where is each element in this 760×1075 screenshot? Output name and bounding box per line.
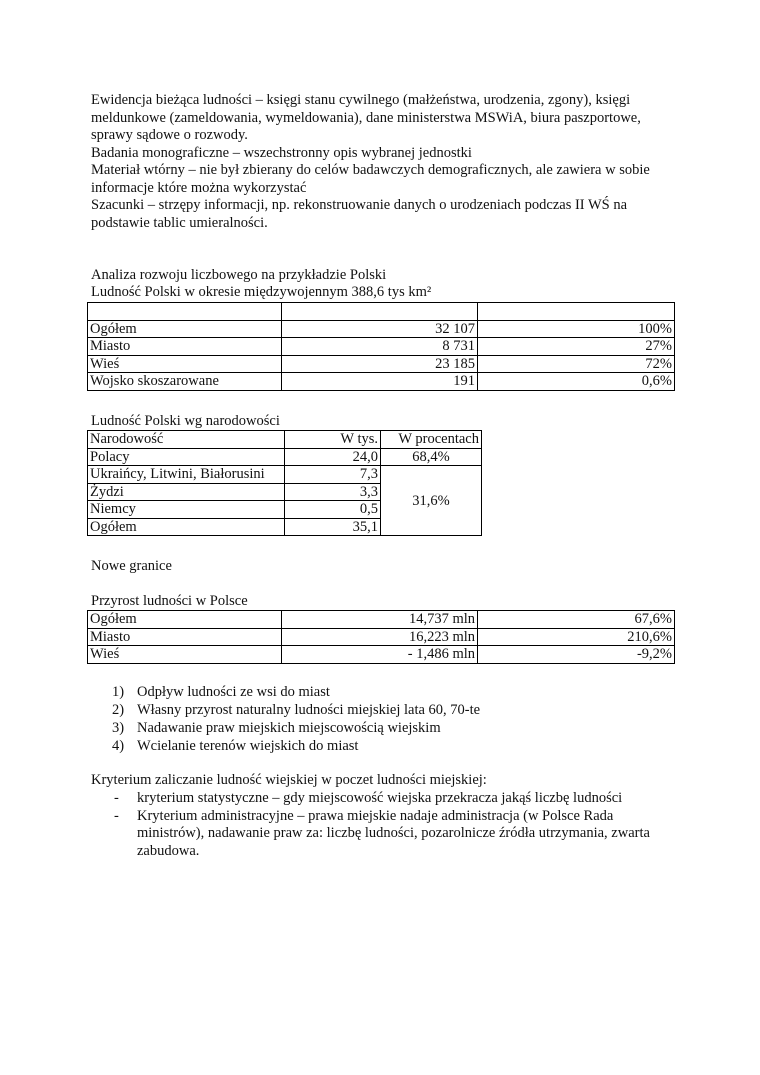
list-item xyxy=(91,737,671,755)
table-cell: Miasto xyxy=(88,628,282,646)
nationality-table xyxy=(87,430,482,536)
list-bullet: - xyxy=(114,790,119,806)
merged-percent-cell: 31,6% xyxy=(381,466,482,536)
table-cell: - 1,486 mln xyxy=(282,646,478,664)
list-item-text: Nadawanie praw miejskich miejscowością wiejskim xyxy=(137,720,441,736)
table-row xyxy=(88,646,675,664)
table-cell: 210,6% xyxy=(478,628,675,646)
table-row xyxy=(88,355,675,373)
table-cell: 32 107 xyxy=(282,320,478,338)
intro-paragraph: Materiał wtórny – nie był zbierany do celów badawczych demograficznych, ale zawiera w sobie informacje które można wykorzystać xyxy=(91,162,650,196)
list-number: 4) xyxy=(112,738,125,754)
table-cell: 7,3 xyxy=(285,466,381,484)
table-cell xyxy=(88,303,282,321)
table-cell: 68,4% xyxy=(381,448,482,466)
list-item-text: Własny przyrost naturalny ludności miejskiej lata 60, 70-te xyxy=(137,702,481,718)
table-header: W procentach xyxy=(381,431,482,449)
table-row xyxy=(88,448,482,466)
table-cell: Wieś xyxy=(88,646,282,664)
intro-paragraph: Ewidencja bieżąca ludności – księgi stanu cywilnego (małżeństwa, urodzenia, zgony), księgi meldunkowe (zameldowania, wymeldowania), dane ministerstwa MSWiA, biura paszportowe, sprawy sądowe o rozwody. xyxy=(91,92,641,143)
table-row xyxy=(88,320,675,338)
table-row xyxy=(88,373,675,391)
intro-paragraph: Szacunki – strzępy informacji, np. rekonstruowanie danych o urodzeniach podczas II WŚ na podstawie tablic umieralności. xyxy=(91,197,628,231)
table-cell: 100% xyxy=(478,320,675,338)
table-cell: Ogółem xyxy=(88,320,282,338)
criteria-title: Kryterium zaliczanie ludność wiejskiej w poczet ludności miejskiej: xyxy=(91,772,487,788)
section-subtitle: Ludność Polski w okresie międzywojennym 388,6 tys km² xyxy=(91,284,432,300)
list-number: 1) xyxy=(112,684,125,700)
intro-paragraph: Badania monograficzne – wszechstronny opis wybranej jednostki xyxy=(91,144,472,161)
table-row xyxy=(88,628,675,646)
table-row xyxy=(88,611,675,629)
table-row xyxy=(88,466,482,484)
list-item xyxy=(91,790,691,808)
section-title: Przyrost ludności w Polsce xyxy=(91,593,248,609)
intro-section xyxy=(91,92,671,232)
table-cell: 16,223 mln xyxy=(282,628,478,646)
table-cell: 72% xyxy=(478,355,675,373)
table-cell: 8 731 xyxy=(282,338,478,356)
table-cell xyxy=(282,303,478,321)
table-cell: Ogółem xyxy=(88,518,285,536)
table-header: Narodowość xyxy=(88,431,285,449)
table-row xyxy=(88,303,675,321)
table-cell xyxy=(478,303,675,321)
table-header: W tys. xyxy=(285,431,381,449)
section-title: Analiza rozwoju liczbowego na przykładzie Polski xyxy=(91,267,387,283)
table-cell: 23 185 xyxy=(282,355,478,373)
table-cell: Wojsko skoszarowane xyxy=(88,373,282,391)
causes-list-wrapper xyxy=(91,683,671,755)
table-cell: Wieś xyxy=(88,355,282,373)
list-item xyxy=(91,683,671,701)
criteria-list-wrapper xyxy=(91,790,691,860)
list-bullet: - xyxy=(114,807,119,824)
list-item xyxy=(91,719,671,737)
table-row xyxy=(88,431,482,449)
table-cell: 0,5 xyxy=(285,501,381,519)
table-cell: 0,6% xyxy=(478,373,675,391)
list-number: 3) xyxy=(112,720,125,736)
section-title: Nowe granice xyxy=(91,558,172,574)
table-cell: 24,0 xyxy=(285,448,381,466)
section-title: Ludność Polski wg narodowości xyxy=(91,413,280,429)
table-cell: 191 xyxy=(282,373,478,391)
list-item-text: Odpływ ludności ze wsi do miast xyxy=(137,684,330,700)
causes-list xyxy=(91,683,671,755)
table-cell: 14,737 mln xyxy=(282,611,478,629)
table-cell: 67,6% xyxy=(478,611,675,629)
table-cell: Żydzi xyxy=(88,483,285,501)
population-growth-table xyxy=(87,610,675,664)
table-cell: 3,3 xyxy=(285,483,381,501)
table-row xyxy=(88,338,675,356)
list-number: 2) xyxy=(112,702,125,718)
table-cell: 27% xyxy=(478,338,675,356)
table-cell: Ogółem xyxy=(88,611,282,629)
table-cell: Polacy xyxy=(88,448,285,466)
criteria-list xyxy=(91,790,691,860)
list-item-text: Wcielanie terenów wiejskich do miast xyxy=(137,738,359,754)
table-cell: 35,1 xyxy=(285,518,381,536)
interwar-population-table xyxy=(87,302,675,391)
list-item-text: Kryterium administracyjne – prawa miejskie nadaje administracja (w Polsce Rada ministrów), nadawanie praw za: liczbę ludności, pozarolnicze źródła utrzymania, zwarta zabudowa. xyxy=(137,807,650,859)
list-item xyxy=(91,808,657,861)
table-cell: Niemcy xyxy=(88,501,285,519)
list-item-text: kryterium statystyczne – gdy miejscowość wiejska przekracza jakąś liczbę ludności xyxy=(137,790,623,806)
table-cell: Ukraińcy, Litwini, Białorusini xyxy=(88,466,285,484)
table-cell: Miasto xyxy=(88,338,282,356)
table-cell: -9,2% xyxy=(478,646,675,664)
list-item xyxy=(91,701,671,719)
